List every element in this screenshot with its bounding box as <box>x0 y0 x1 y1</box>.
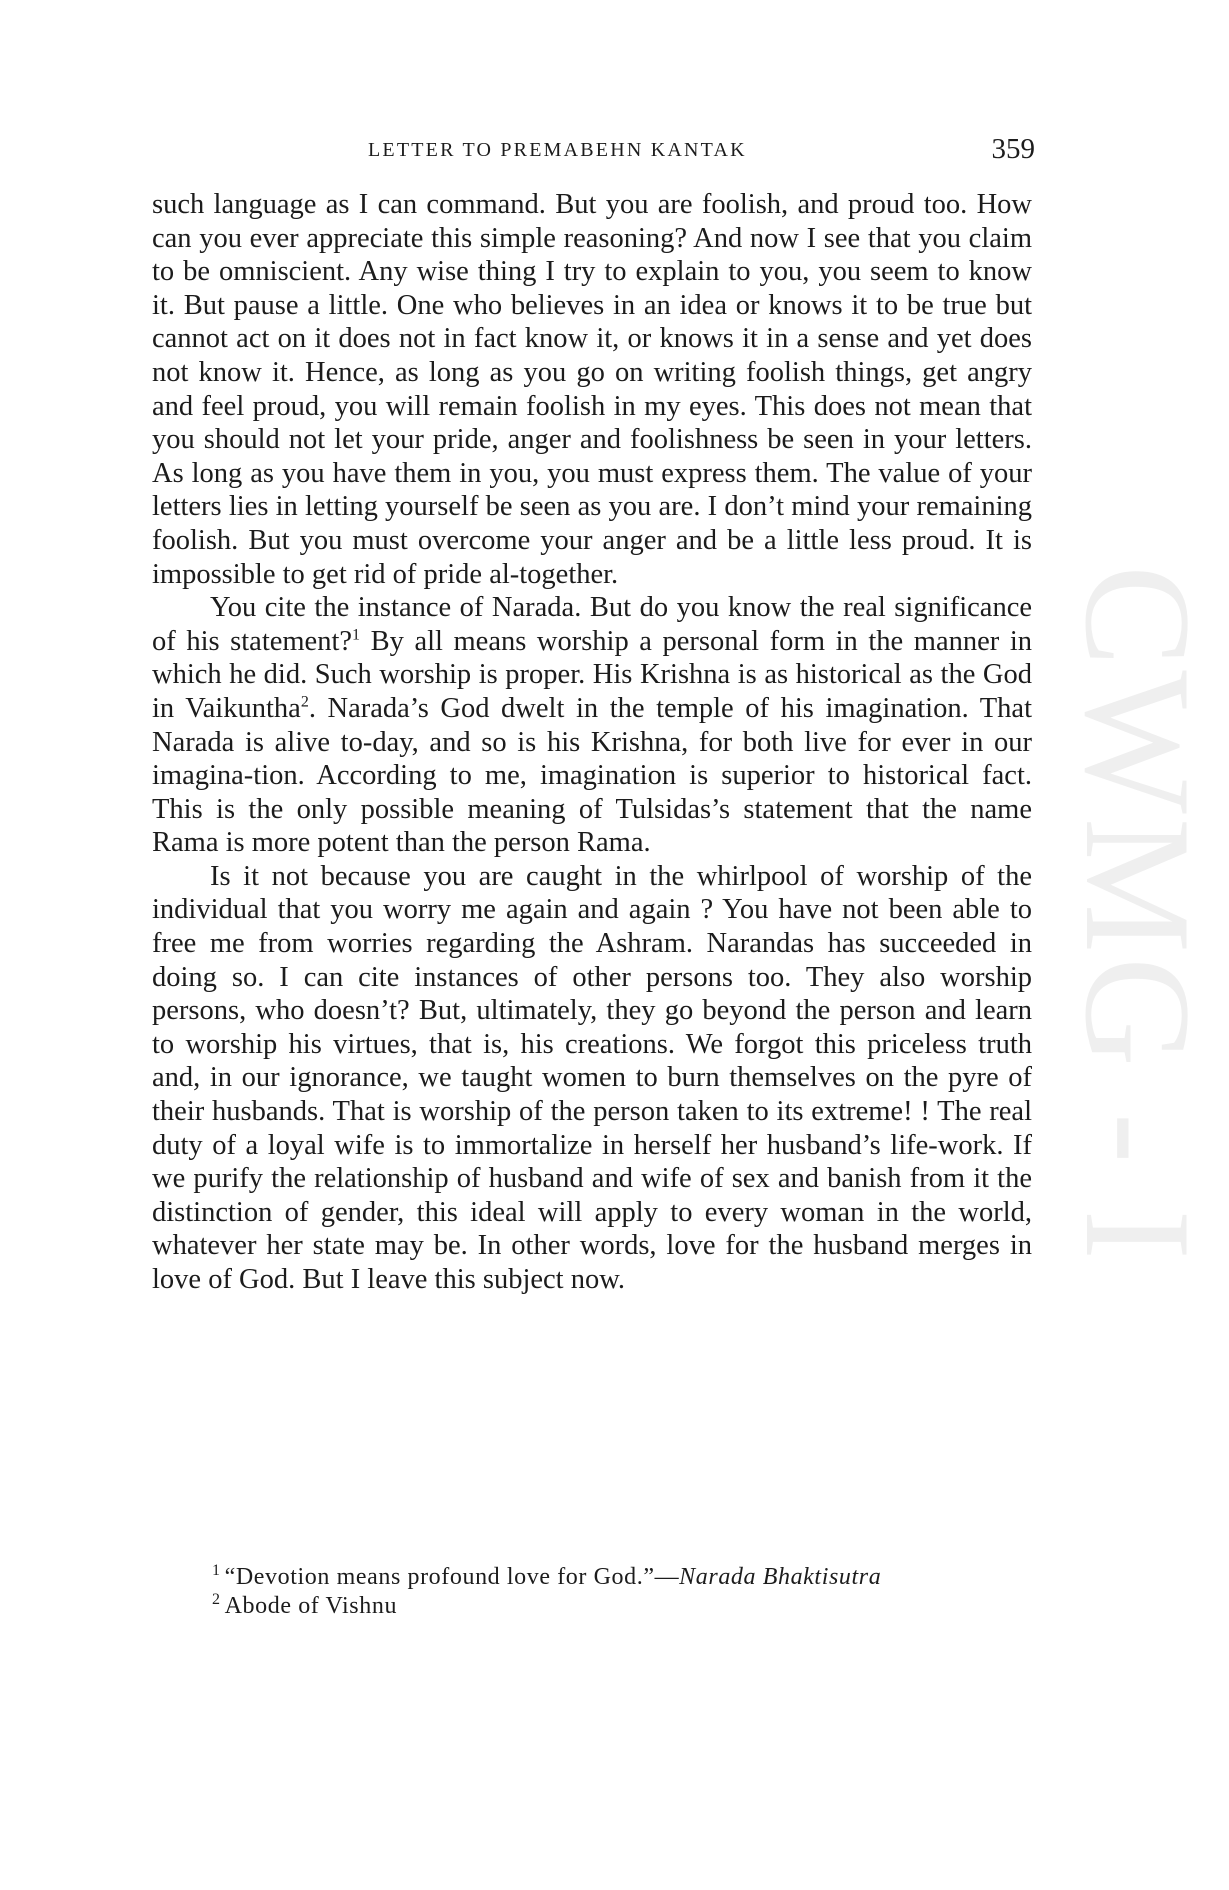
page-number: 359 <box>991 133 1035 165</box>
footnote-1-text: “Devotion means profound love for God.”— <box>224 1564 680 1590</box>
footnote-1-source: Narada Bhaktisutra <box>679 1564 882 1590</box>
body-text <box>152 188 1032 1297</box>
running-title: LETTER TO PREMABEHN KANTAK <box>368 139 747 161</box>
watermark <box>1054 565 1222 1325</box>
footnote-1 <box>212 1563 1032 1592</box>
paragraph-3: Is it not because you are caught in the whirlpool of worship of the individual that you worry me again and again ? You have not been able to free me from worries regarding the Ashram. Narandas has succeeded in doing so. I can cite instances of other persons too. They also worship persons, who doesn’t? But, ultimately, they go beyond the person and learn to worship his virtues, that is, his creations. We forgot this priceless truth and, in our ignorance, we taught women to burn themselves on the pyre of their husbands. That is worship of the person taken to its extreme! ! The real duty of a loyal wife is to immortalize in herself her husband’s life-work. If we purify the relationship of husband and wife of sex and banish from it the distinction of gender, this ideal will apply to every woman in the world, whatever her state may be. In other words, love for the husband merges in love of God. But I leave this subject now. <box>152 860 1032 1295</box>
paragraph-2-part-2: By all means worship a personal form in the manner in which he did. Such worship is proper. His Krishna is as historical as the God in Vaikuntha <box>152 625 1032 724</box>
footnotes <box>212 1563 1032 1621</box>
paragraph-2 <box>152 591 1032 860</box>
footnote-ref-2: 2 <box>300 693 309 711</box>
footnote-2-text: Abode of Vishnu <box>224 1593 398 1619</box>
watermark-text: CWMG - I <box>1054 565 1222 1265</box>
paragraph-1: such language as I can command. But you are foolish, and proud too. How can you ever appreciate this simple reasoning? And now I see that you claim to be omniscient. Any wise thing I try to explain to you, you seem to know it. But pause a little. One who believes in an idea or knows it to be true but cannot act on it does not in fact know it, or knows it in a sense and yet does not know it. Hence, as long as you go on writing foolish things, get angry and feel proud, you will remain foolish in my eyes. This does not mean that you should not let your pride, anger and foolishness be seen in your letters. As long as you have them in you, you must express them. The value of your letters lies in letting yourself be seen as you are. I don’t mind your remaining foolish. But you must overcome your anger and be a little less proud. It is impossible to get rid of pride al-together. <box>152 189 1032 590</box>
running-head <box>150 133 1035 173</box>
footnote-2 <box>212 1592 1032 1621</box>
paragraph-2-part-3: . Narada’s God dwelt in the temple of his imagination. That Narada is alive to-day, and so is his Krishna, for both live for ever in our imagina-tion. According to me, imagination is superior to historical fact. This is the only possible meaning of Tulsidas’s statement that the name Rama is more potent than the person Rama. <box>152 692 1033 859</box>
footnote-ref-1: 1 <box>352 626 361 644</box>
paragraph-2-part-1: You cite the instance of Narada. But do you know the real significance of his statement? <box>152 592 1032 657</box>
footnote-2-marker: 2 <box>212 1591 221 1608</box>
footnote-1-marker: 1 <box>212 1562 221 1579</box>
